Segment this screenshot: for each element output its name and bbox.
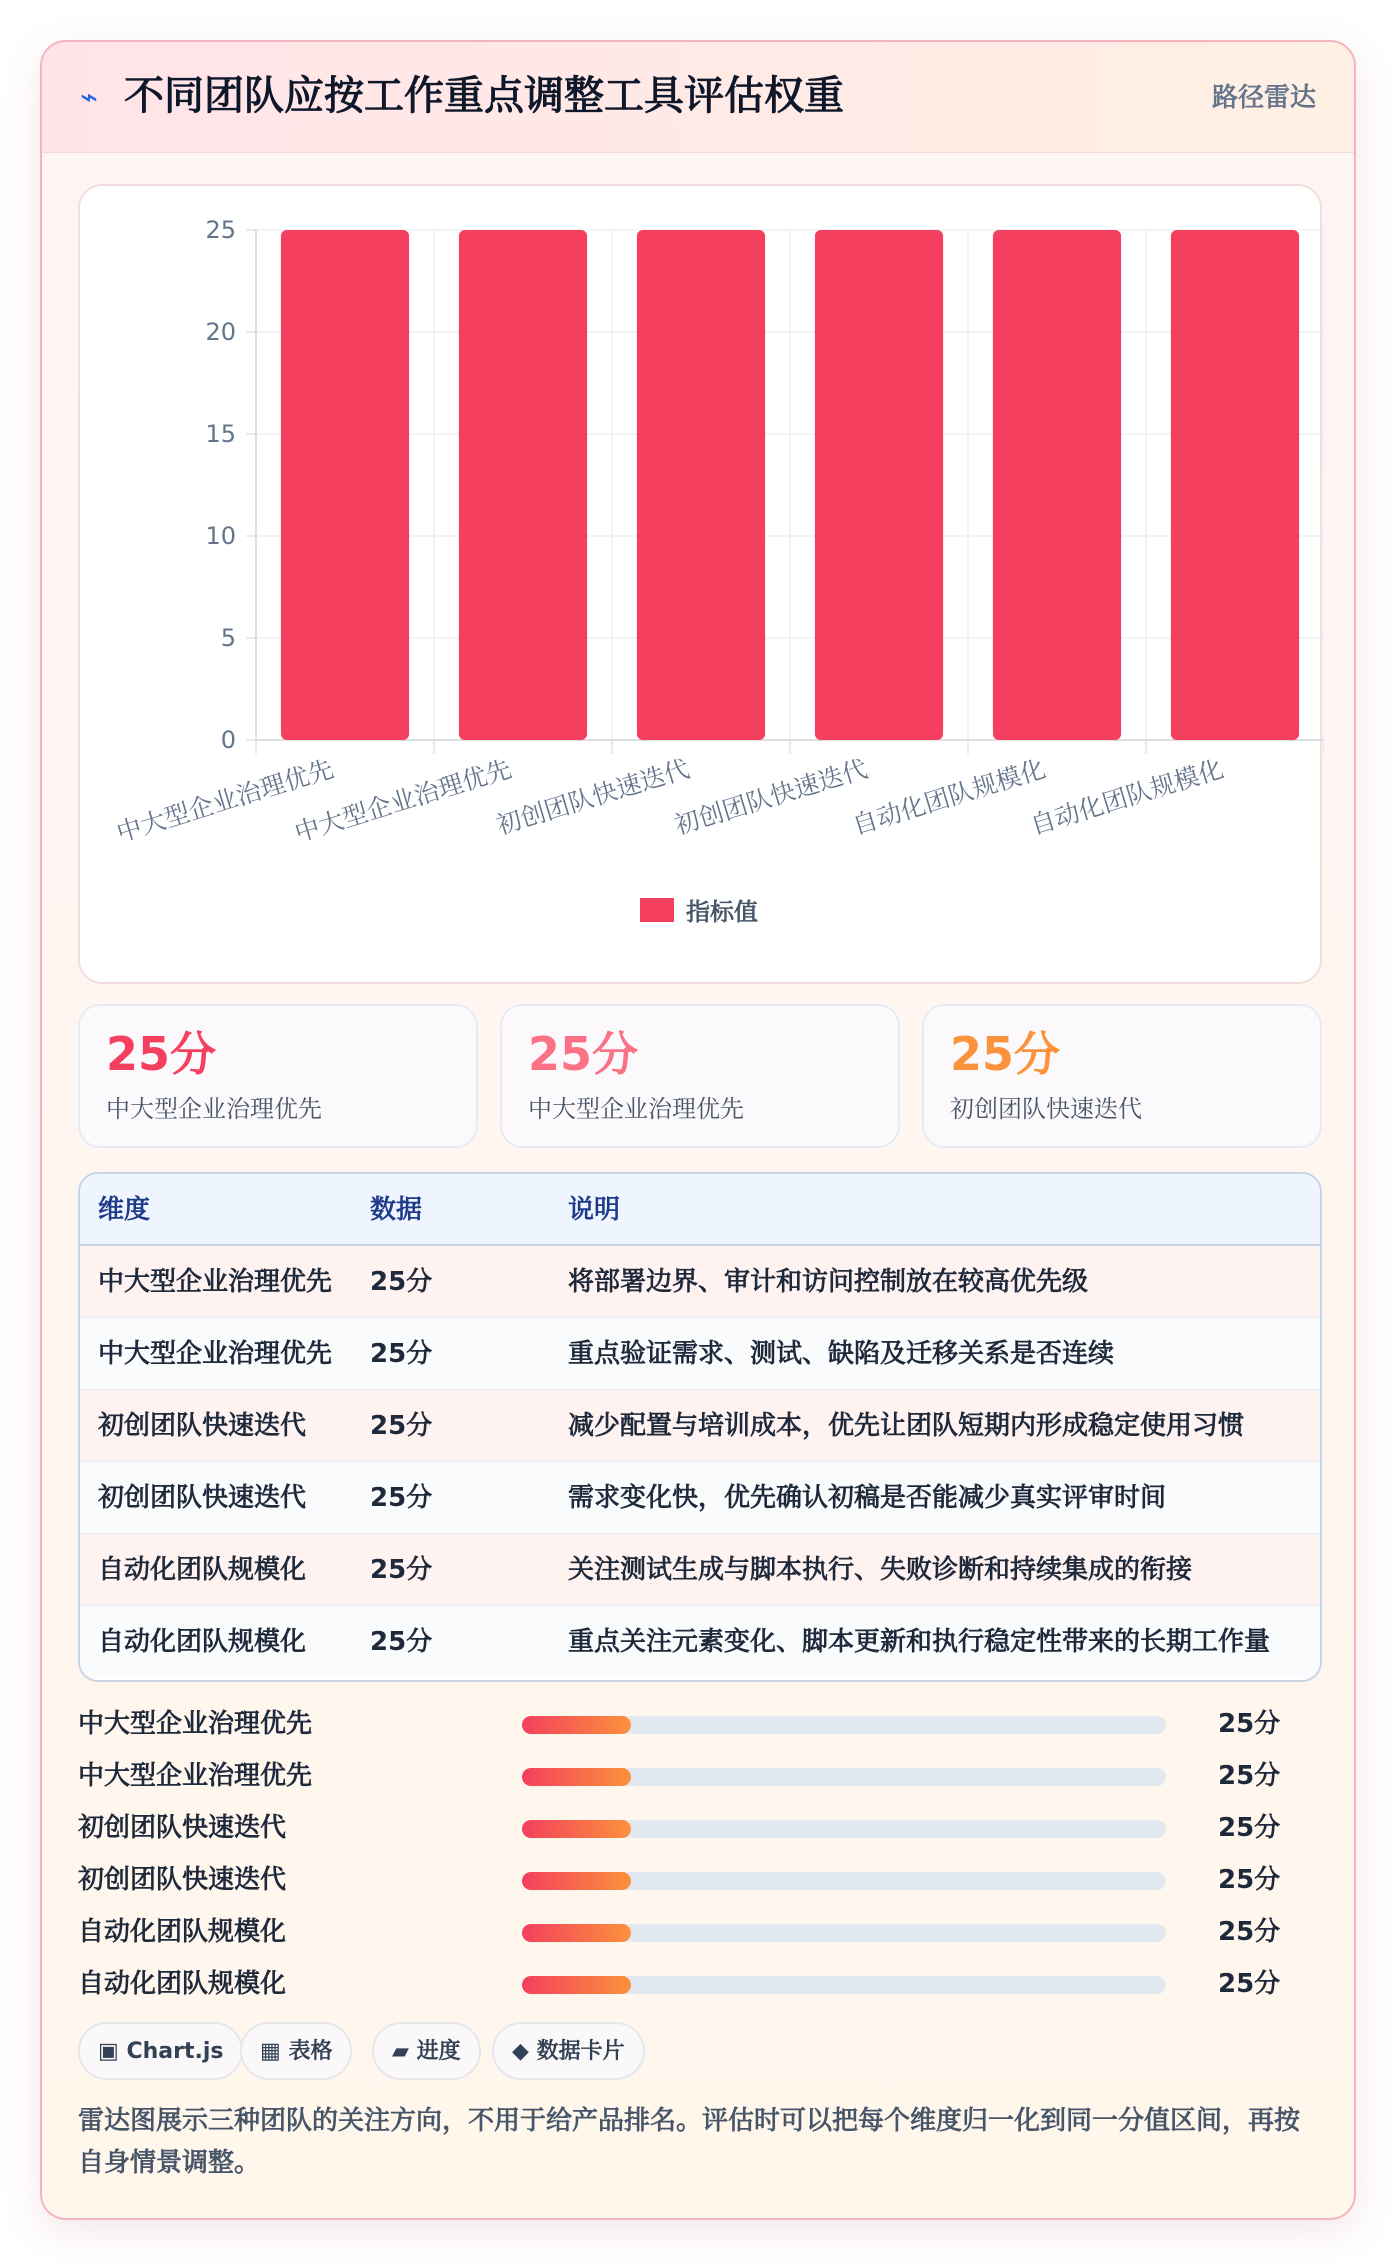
progress-item (78, 1964, 1322, 2004)
table-header-cell: 维度 (98, 1195, 151, 1225)
tag-pill-chartjs[interactable]: ▣ Chart.js (78, 2022, 243, 2080)
tag-pill-data-card[interactable]: ◆ 数据卡片 (492, 2022, 645, 2080)
stat-card-3 (922, 1004, 1322, 1148)
progress-label: 自动化团队规模化 (78, 1969, 287, 1999)
table-row (80, 1534, 1320, 1606)
x-tick-label: 自动化团队规模化 (1026, 754, 1227, 841)
progress-value: 25分 (1218, 1865, 1281, 1895)
table-cell: 初创团队快速迭代 (98, 1483, 307, 1513)
table-cell: 自动化团队规模化 (98, 1627, 307, 1657)
progress-item (78, 1704, 1322, 1744)
stat-card-2 (500, 1004, 900, 1148)
progress-value: 25分 (1218, 1761, 1281, 1791)
x-tick-label: 初创团队快速迭代 (670, 754, 871, 841)
x-tick-label: 初创团队快速迭代 (492, 754, 693, 841)
progress-track (522, 1716, 1166, 1734)
table-cell: 25分 (370, 1627, 433, 1657)
progress-fill (522, 1924, 631, 1942)
progress-track (522, 1976, 1166, 1994)
table-cell: 25分 (370, 1555, 433, 1585)
x-tick-label: 中大型企业治理优先 (291, 754, 515, 848)
stat-label: 中大型企业治理优先 (528, 1095, 744, 1123)
progress-track (522, 1924, 1166, 1942)
y-tick-label: 0 (220, 726, 236, 754)
footer-note: 雷达图展示三种团队的关注方向，不用于给产品排名。评估时可以把每个维度归一化到同一分值区间，再按自身情景调整。 (78, 2106, 1301, 2178)
progress-track (522, 1820, 1166, 1838)
progress-item (78, 1756, 1322, 1796)
table-header-cell: 说明 (568, 1195, 621, 1225)
table-cell: 25分 (370, 1483, 433, 1513)
table-row (80, 1390, 1320, 1462)
progress-value: 25分 (1218, 1917, 1281, 1947)
progress-item (78, 1912, 1322, 1952)
stat-card-1 (78, 1004, 478, 1148)
stat-value: 25分 (106, 1027, 217, 1081)
progress-fill (522, 1872, 631, 1890)
bar (1171, 230, 1299, 740)
table-cell: 中大型企业治理优先 (98, 1339, 333, 1369)
table-header-row (80, 1174, 1320, 1246)
header-tag: 路径雷达 (1211, 83, 1316, 113)
table-cell: 25分 (370, 1339, 433, 1369)
table-row (80, 1606, 1320, 1678)
progress-label: 初创团队快速迭代 (78, 1813, 287, 1843)
data-table (78, 1172, 1322, 1682)
table-cell: 初创团队快速迭代 (98, 1411, 307, 1441)
progress-item (78, 1808, 1322, 1848)
progress-item (78, 1860, 1322, 1900)
progress-track (522, 1768, 1166, 1786)
progress-fill (522, 1820, 631, 1838)
report-card (40, 40, 1356, 2220)
stat-label: 中大型企业治理优先 (106, 1095, 322, 1123)
legend-label: 指标值 (686, 898, 758, 926)
table-cell: 重点关注元素变化、脚本更新和执行稳定性带来的长期工作量 (568, 1627, 1271, 1657)
stat-value: 25分 (528, 1027, 639, 1081)
table-row (80, 1462, 1320, 1534)
table-cell: 减少配置与培训成本，优先让团队短期内形成稳定使用习惯 (568, 1411, 1245, 1441)
table-cell: 将部署边界、审计和访问控制放在较高优先级 (568, 1267, 1089, 1297)
table-cell: 重点验证需求、测试、缺陷及迁移关系是否连续 (568, 1339, 1115, 1369)
progress-label: 自动化团队规模化 (78, 1917, 287, 1947)
table-cell: 关注测试生成与脚本执行、失败诊断和持续集成的衔接 (568, 1555, 1193, 1585)
stat-label: 初创团队快速迭代 (950, 1095, 1142, 1123)
stat-value: 25分 (950, 1027, 1061, 1081)
bar (459, 230, 587, 740)
y-tick-label: 20 (205, 318, 236, 346)
bar (815, 230, 943, 740)
progress-label: 中大型企业治理优先 (78, 1761, 313, 1791)
bar (281, 230, 409, 740)
page-title: 不同团队应按工作重点调整工具评估权重 (124, 73, 844, 119)
progress-value: 25分 (1218, 1969, 1281, 1999)
table-cell: 25分 (370, 1267, 433, 1297)
bar-chart-panel (78, 184, 1322, 984)
progress-fill (522, 1716, 631, 1734)
table-cell: 需求变化快，优先确认初稿是否能减少真实评审时间 (568, 1483, 1167, 1513)
y-tick-label: 15 (205, 420, 236, 448)
table-cell: 中大型企业治理优先 (98, 1267, 333, 1297)
y-tick-label: 5 (220, 624, 236, 652)
table-row (80, 1318, 1320, 1390)
progress-fill (522, 1976, 631, 1994)
bar-chart (80, 186, 1324, 986)
progress-value: 25分 (1218, 1813, 1281, 1843)
tag-pill-progress[interactable]: ▰ 进度 (372, 2022, 481, 2080)
table-cell: 25分 (370, 1411, 433, 1441)
y-tick-label: 25 (205, 216, 236, 244)
x-tick-label: 自动化团队规模化 (848, 754, 1049, 841)
lightning-icon: ⌁ (80, 80, 99, 115)
bar (993, 230, 1121, 740)
table-header-cell: 数据 (370, 1195, 423, 1225)
tag-pill-table[interactable]: ▦ 表格 (240, 2022, 352, 2080)
card-header (42, 42, 1354, 153)
y-tick-label: 10 (205, 522, 236, 550)
progress-label: 中大型企业治理优先 (78, 1709, 313, 1739)
legend-swatch (640, 898, 674, 922)
progress-label: 初创团队快速迭代 (78, 1865, 287, 1895)
progress-fill (522, 1768, 631, 1786)
progress-track (522, 1872, 1166, 1890)
table-cell: 自动化团队规模化 (98, 1555, 307, 1585)
bar (637, 230, 765, 740)
progress-value: 25分 (1218, 1709, 1281, 1739)
x-tick-label: 中大型企业治理优先 (113, 754, 337, 848)
table-row (80, 1246, 1320, 1318)
